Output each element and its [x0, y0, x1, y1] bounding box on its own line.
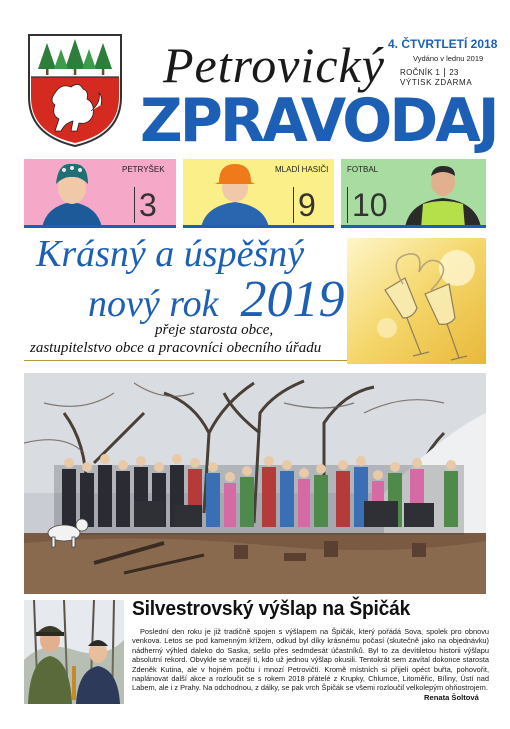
teaser-underline: [24, 225, 176, 228]
teaser-label: MLADÍ HASIČI: [275, 165, 329, 174]
volume-separator: [444, 68, 445, 77]
child-photo: [38, 162, 108, 228]
issue-date: Vydáno v lednu 2019: [413, 54, 484, 63]
teaser-label: FOTBAL: [347, 165, 379, 174]
greeting-subtitle-1: přeje starosta obce,: [155, 322, 274, 338]
champagne-glasses-icon: [347, 238, 486, 364]
teaser-underline: [341, 225, 486, 228]
teaser-page-number: 3: [134, 187, 157, 223]
teaser-label: PETRYŠEK: [122, 165, 165, 174]
football-coach-photo: [403, 162, 483, 228]
teaser-page-number: 9: [293, 187, 316, 223]
free-copy-note: VÝTISK ZDARMA: [400, 78, 473, 87]
issue-quarter: 4. ČTVRTLETÍ 2018: [388, 37, 498, 51]
greeting-line-1: Krásný a úspěšný: [36, 233, 305, 275]
masthead-title-main: ZPRAVODAJ: [140, 86, 497, 156]
article-photo-hikers: [24, 600, 124, 704]
greeting-line-2: [88, 270, 344, 329]
article-body: Poslední den roku je již tradičně spojen s výšlapem na Špičák, který pořádá Sova, spolek pro obnovu venkova. Letos se pod kamenným křížem, odkud byl díky krásnému počasí (skutečně jako na objednávku) nádherný výhled daleko do Saska, sešlo přes sedmdesát účastníků. Byl to za devítiletou historii výšlapu absolutní rekord. Obvykle se vracejí ti, kdo už jednou výšlap okusili. Tentokrát sem zavítal dokonce starosta Zdeněk Kutina, ale v hojném počtu i mnozí Petrovičtí. Kromě místních si přijeli opéct buřta, pohovořit, naplánovat další akce a rozloučit se s rokem 2018 přátelé z Krupky, Chlumce, Litoměřic, Bíliny, Ústí nad Labem, ale i z Prahy. Na odchodnou, z dálky, se pak vrch Špičák se všemi rozloučil velkolepým ohňostrojem.: [132, 627, 489, 693]
greeting-subtitle-2: zastupitelstvo obce a pracovníci obecního úřadu: [30, 340, 322, 356]
greeting-year: 2019: [240, 271, 345, 328]
volume-label: ROČNÍK 1: [400, 68, 441, 77]
teaser-mladi-hasici[interactable]: [183, 159, 334, 228]
teaser-fotbal[interactable]: [341, 159, 486, 228]
teaser-petrysek[interactable]: [24, 159, 176, 228]
article-author: Renata Šoltová: [424, 693, 479, 702]
firefighter-photo: [197, 162, 273, 228]
greeting-new-year: nový rok: [88, 283, 219, 325]
issue-volume: [400, 68, 459, 77]
volume-number: 23: [449, 68, 459, 77]
greeting-divider: [24, 360, 374, 361]
teaser-underline: [183, 225, 334, 228]
masthead-title-script: Petrovický: [163, 37, 385, 93]
group-photo-hikers: [24, 373, 486, 594]
municipal-crest: [25, 31, 125, 149]
article-title: Silvestrovský výšlap na Špičák: [132, 598, 411, 620]
teaser-page-number: 10: [347, 187, 388, 223]
